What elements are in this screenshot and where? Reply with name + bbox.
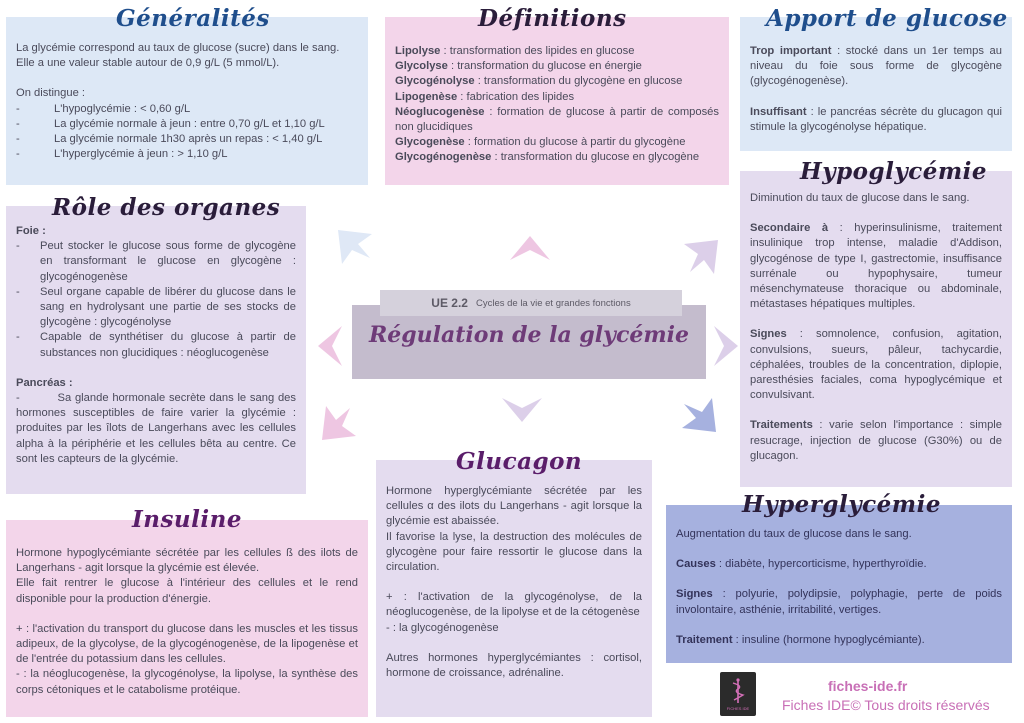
arrow-up-left-icon bbox=[338, 230, 374, 266]
insuline-title: Insuline bbox=[132, 506, 242, 533]
caduceus-icon bbox=[730, 677, 746, 705]
definition-lipolyse: Lipolyse : transformation des lipides en glucose bbox=[395, 45, 635, 57]
insuline-p2: Elle fait rentrer le glucose à l'intérieur des cellules et le rend disponible pour la production d'énergie. bbox=[16, 577, 358, 605]
glucagon-p1: Hormone hyperglycémiante sécrétée par les cellules α des ilots du Langerhans - agit lorsque la glycémie est abaissée. bbox=[386, 485, 642, 528]
definition-glycogenese: Glycogenèse : formation du glucose à partir du glycogène bbox=[395, 136, 686, 149]
generalites-list bbox=[16, 102, 358, 163]
definition-glycolyse: Glycolyse : transformation du glucose en énergie bbox=[395, 60, 642, 73]
role-foie-label: Foie : bbox=[16, 225, 46, 237]
apport-box bbox=[740, 17, 1012, 151]
hypo-traitements: Traitements : varie selon l'importance : simple resucrage, injection de glucose (G30%) ou de glucagon. bbox=[750, 419, 1002, 462]
list-item: - Peut stocker le glucose sous forme de glycogène en transformant le glucose en glycogène : glycogénogenèse bbox=[16, 239, 296, 285]
hypo-title: Hypoglycémie bbox=[800, 158, 988, 185]
website-link[interactable]: fiches-ide.fr bbox=[828, 678, 908, 694]
arrow-down-icon bbox=[502, 398, 542, 424]
glucagon-p5: Autres hormones hyperglycémiantes : cortisol, hormone de croissance, adrénaline. bbox=[386, 651, 642, 680]
ue-code: UE 2.2 bbox=[431, 296, 468, 310]
definition-neoglucogenese: Néoglucogenèse : formation de glucose à partir de composés non glucidiques bbox=[395, 105, 719, 134]
arrow-left-icon bbox=[318, 326, 344, 366]
glucagon-title: Glucagon bbox=[456, 448, 583, 475]
generalites-title: Généralités bbox=[116, 5, 270, 32]
glucagon-p3: + : l'activation de la glycogénolyse, de la néoglucogenèse, de la lipolyse et de la cétogenèse bbox=[386, 591, 642, 619]
logo-text: FICHES IDE bbox=[726, 706, 750, 711]
list-item: - L'hypoglycémie : < 0,60 g/L bbox=[16, 102, 358, 117]
glucagon-box bbox=[376, 460, 652, 717]
generalites-on-distingue: On distingue : bbox=[16, 87, 86, 100]
role-pancreas-label: Pancréas : bbox=[16, 376, 73, 389]
generalites-intro: La glycémie correspond au taux de glucose (sucre) dans le sang. Elle a une valeur stable autour de 0,9 g/L (5 mmol/L). bbox=[16, 42, 340, 70]
apport-trop-important: Trop important : stocké dans un 1er temps au niveau du foie sous forme de glycogène (glycogénogenèse). bbox=[750, 45, 1003, 88]
insuline-p1: Hormone hypoglycémiante sécrétée par les cellules ß des ilots de Langerhans - agit lorsque la glycémie est élevée. bbox=[16, 547, 358, 575]
apport-insuffisant: Insuffisant : le pancréas sécrète du glucagon qui stimule la glycogénolyse hépatique. bbox=[750, 105, 1002, 133]
arrow-down-right-icon bbox=[680, 396, 716, 432]
list-item: - Capable de synthétiser du glucose à partir de substances non glucidiques : néoglucogenèse bbox=[16, 330, 296, 360]
arrow-right-icon bbox=[712, 326, 738, 366]
glucagon-p4: - : la glycogénogenèse bbox=[386, 621, 499, 634]
fiches-ide-logo bbox=[720, 672, 756, 716]
role-box bbox=[6, 206, 306, 494]
definitions-box bbox=[385, 17, 729, 185]
insuline-p4: - : la néoglucogenèse, la glycogénolyse, la lipolyse, la synthèse des corps cétoniques et le catabolisme protéique. bbox=[16, 668, 358, 696]
hypo-signes: Signes : somnolence, confusion, agitation, convulsions, sueurs, pâleur, tachycardie, céphalées, troubles de la concentration, diplopie, paresthésies faciales, coma hypoglycémique et convulsivant. bbox=[750, 328, 1002, 402]
hypo-box bbox=[740, 171, 1012, 487]
role-title: Rôle des organes bbox=[52, 194, 281, 221]
definitions-title: Définitions bbox=[478, 5, 627, 32]
copyright-text: Fiches IDE© Tous droits réservés bbox=[782, 697, 990, 713]
hyper-causes: Causes : diabète, hypercorticisme, hyperthyroïdie. bbox=[676, 558, 927, 571]
ue-description: Cycles de la vie et grandes fonctions bbox=[475, 297, 631, 309]
insuline-p3: + : l'activation du transport du glucose dans les muscles et les tissus adipeux, de la glycolyse, de la glycogénogenèse, de la lipogenèse et de l'entrée du potassium dans les cellules. bbox=[16, 622, 358, 666]
hyper-traitement: Traitement : insuline (hormone hypoglycémiante). bbox=[676, 633, 925, 646]
list-item: - La glycémie normale 1h30 après un repas : < 1,40 g/L bbox=[16, 132, 358, 147]
role-foie-list bbox=[16, 239, 296, 361]
hyper-intro: Augmentation du taux de glucose dans le sang. bbox=[676, 528, 912, 540]
arrow-up-right-icon bbox=[682, 240, 718, 276]
definition-glycogenogenese: Glycogénogenèse : transformation du glucose en glycogène bbox=[395, 151, 700, 164]
hypo-secondaire: Secondaire à : hyperinsulinisme, traitement insulinique trop intense, maladie d'Addison, glycogénose de type I, gastrectomie, insuffisance surrénale ou hypophysaire, tumeur mésenchymateuse thoracique ou abdominale, métastases hépatiques multiples. bbox=[750, 222, 1002, 311]
ue-banner bbox=[380, 290, 682, 316]
definition-lipogenese: Lipogenèse : fabrication des lipides bbox=[395, 90, 575, 103]
hyper-title: Hyperglycémie bbox=[742, 491, 941, 518]
arrow-down-left-icon bbox=[322, 404, 358, 440]
list-item: - Seul organe capable de libérer du glucose dans le sang en hydrolysant une partie de ses stocks de glycogène : glycogénolyse bbox=[16, 285, 296, 331]
arrow-up-icon bbox=[510, 236, 550, 262]
insuline-box bbox=[6, 520, 368, 717]
main-title: Régulation de la glycémie bbox=[369, 322, 689, 348]
list-item: - La glycémie normale à jeun : entre 0,70 g/L et 1,10 g/L bbox=[16, 117, 358, 132]
definition-glycogenolyse: Glycogénolyse : transformation du glycogène en glucose bbox=[395, 75, 683, 88]
generalites-box bbox=[6, 17, 368, 185]
hyper-signes: Signes : polyurie, polydipsie, polyphagie, perte de poids involontaire, asthénie, irritabilité, vertiges. bbox=[676, 588, 1002, 616]
hypo-intro: Diminution du taux de glucose dans le sang. bbox=[750, 192, 970, 204]
glucagon-p2: Il favorise la lyse, la destruction des molécules de glycogène pour faire ressortir le glucose dans la circulation. bbox=[386, 530, 642, 574]
apport-title: Apport de glucose bbox=[766, 5, 1008, 32]
list-item: - L'hyperglycémie à jeun : > 1,10 g/L bbox=[16, 147, 358, 162]
hyper-box bbox=[666, 505, 1012, 663]
role-pancreas-text: - Sa glande hormonale secrète dans le sang des hormones susceptibles de faire varier la glycémie : produites par les îlots de Langerhans avec les cellules alpha à la périphérie et les cellules bêta au centre. Ce sont les capteurs de la glycémie. bbox=[16, 392, 296, 465]
